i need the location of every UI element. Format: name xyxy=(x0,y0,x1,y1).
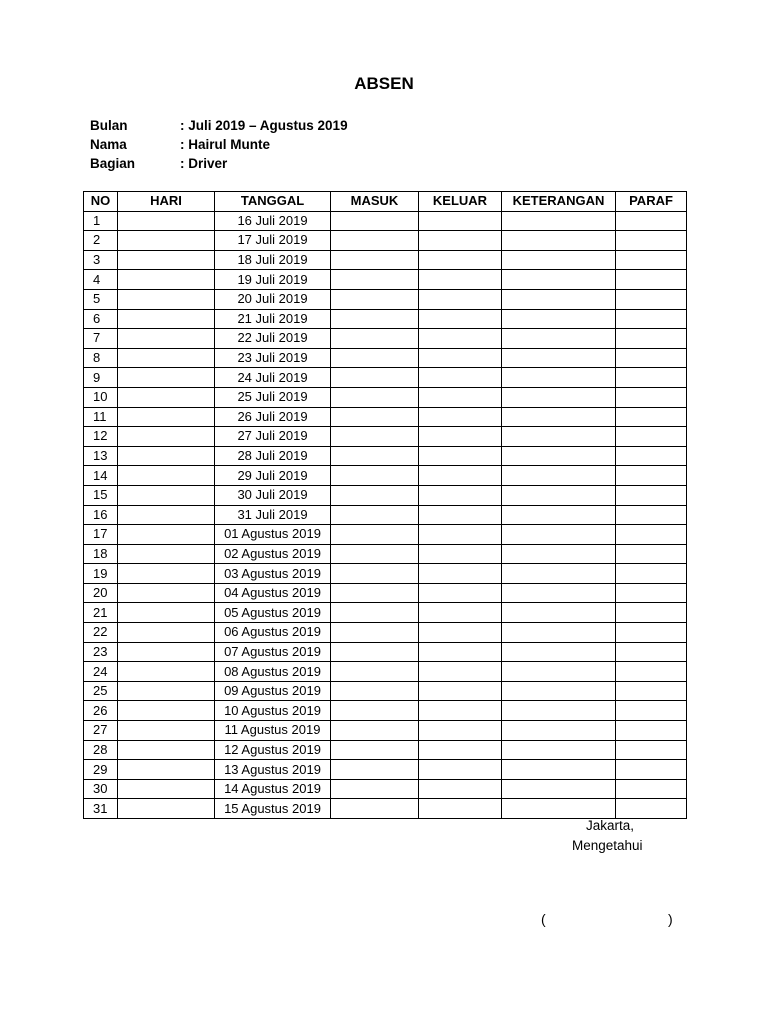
cell-tanggal: 10 Agustus 2019 xyxy=(215,701,331,721)
cell-tanggal: 04 Agustus 2019 xyxy=(215,583,331,603)
cell-keluar xyxy=(419,740,502,760)
cell-no: 16 xyxy=(84,505,118,525)
cell-paraf xyxy=(616,289,687,309)
info-value: : Juli 2019 – Agustus 2019 xyxy=(180,118,348,133)
cell-keluar xyxy=(419,211,502,231)
cell-paraf xyxy=(616,427,687,447)
cell-masuk xyxy=(331,368,419,388)
cell-tanggal: 06 Agustus 2019 xyxy=(215,623,331,643)
cell-no: 22 xyxy=(84,623,118,643)
cell-masuk xyxy=(331,329,419,349)
cell-hari xyxy=(118,387,215,407)
cell-paraf xyxy=(616,583,687,603)
cell-tanggal: 12 Agustus 2019 xyxy=(215,740,331,760)
cell-keterangan xyxy=(502,485,616,505)
cell-keluar xyxy=(419,623,502,643)
table-row xyxy=(84,309,687,329)
cell-no: 30 xyxy=(84,779,118,799)
cell-hari xyxy=(118,721,215,741)
table-row xyxy=(84,721,687,741)
cell-paraf xyxy=(616,250,687,270)
cell-paraf xyxy=(616,329,687,349)
cell-paraf xyxy=(616,721,687,741)
cell-no: 9 xyxy=(84,368,118,388)
cell-keterangan xyxy=(502,779,616,799)
cell-hari xyxy=(118,211,215,231)
info-label: Bulan xyxy=(90,118,128,133)
cell-no: 31 xyxy=(84,799,118,819)
cell-hari xyxy=(118,329,215,349)
table-row xyxy=(84,544,687,564)
cell-hari xyxy=(118,368,215,388)
cell-hari xyxy=(118,466,215,486)
cell-paraf xyxy=(616,701,687,721)
cell-no: 6 xyxy=(84,309,118,329)
info-block xyxy=(90,116,348,173)
cell-no: 4 xyxy=(84,270,118,290)
cell-paraf xyxy=(616,760,687,780)
cell-tanggal: 16 Juli 2019 xyxy=(215,211,331,231)
cell-tanggal: 22 Juli 2019 xyxy=(215,329,331,349)
signature-paren-open: ( xyxy=(541,911,546,927)
cell-tanggal: 24 Juli 2019 xyxy=(215,368,331,388)
cell-keluar xyxy=(419,603,502,623)
table-row xyxy=(84,270,687,290)
table-row xyxy=(84,485,687,505)
info-label: Nama xyxy=(90,137,127,152)
table-row xyxy=(84,779,687,799)
cell-paraf xyxy=(616,544,687,564)
table-row xyxy=(84,760,687,780)
cell-no: 14 xyxy=(84,466,118,486)
info-row-bulan xyxy=(90,116,348,135)
cell-no: 5 xyxy=(84,289,118,309)
cell-paraf xyxy=(616,779,687,799)
cell-masuk xyxy=(331,446,419,466)
cell-paraf xyxy=(616,681,687,701)
cell-keluar xyxy=(419,799,502,819)
signature-city: Jakarta, xyxy=(586,818,635,833)
cell-no: 28 xyxy=(84,740,118,760)
cell-keluar xyxy=(419,662,502,682)
info-row-nama xyxy=(90,135,348,154)
cell-keterangan xyxy=(502,407,616,427)
cell-no: 2 xyxy=(84,231,118,251)
cell-no: 24 xyxy=(84,662,118,682)
cell-paraf xyxy=(616,231,687,251)
table-row xyxy=(84,564,687,584)
cell-paraf xyxy=(616,623,687,643)
cell-masuk xyxy=(331,525,419,545)
cell-keterangan xyxy=(502,603,616,623)
cell-hari xyxy=(118,485,215,505)
cell-keluar xyxy=(419,387,502,407)
header-keterangan: KETERANGAN xyxy=(502,192,616,212)
cell-keterangan xyxy=(502,427,616,447)
info-value: : Driver xyxy=(180,156,228,171)
cell-no: 11 xyxy=(84,407,118,427)
table-row xyxy=(84,505,687,525)
cell-masuk xyxy=(331,505,419,525)
cell-keterangan xyxy=(502,662,616,682)
cell-tanggal: 08 Agustus 2019 xyxy=(215,662,331,682)
cell-no: 13 xyxy=(84,446,118,466)
cell-masuk xyxy=(331,662,419,682)
cell-keluar xyxy=(419,289,502,309)
header-paraf: PARAF xyxy=(616,192,687,212)
cell-hari xyxy=(118,603,215,623)
cell-keterangan xyxy=(502,583,616,603)
table-row xyxy=(84,662,687,682)
cell-tanggal: 02 Agustus 2019 xyxy=(215,544,331,564)
cell-masuk xyxy=(331,701,419,721)
cell-keluar xyxy=(419,446,502,466)
cell-hari xyxy=(118,681,215,701)
cell-masuk xyxy=(331,721,419,741)
table-row xyxy=(84,329,687,349)
cell-masuk xyxy=(331,485,419,505)
cell-tanggal: 27 Juli 2019 xyxy=(215,427,331,447)
cell-tanggal: 11 Agustus 2019 xyxy=(215,721,331,741)
header-keluar: KELUAR xyxy=(419,192,502,212)
cell-keluar xyxy=(419,348,502,368)
cell-keluar xyxy=(419,642,502,662)
table-row xyxy=(84,368,687,388)
info-row-bagian xyxy=(90,154,348,173)
cell-keterangan xyxy=(502,544,616,564)
cell-hari xyxy=(118,348,215,368)
cell-paraf xyxy=(616,603,687,623)
table-body xyxy=(84,211,687,818)
cell-no: 3 xyxy=(84,250,118,270)
cell-paraf xyxy=(616,799,687,819)
cell-hari xyxy=(118,270,215,290)
cell-tanggal: 29 Juli 2019 xyxy=(215,466,331,486)
cell-no: 8 xyxy=(84,348,118,368)
cell-keterangan xyxy=(502,231,616,251)
cell-hari xyxy=(118,309,215,329)
cell-masuk xyxy=(331,779,419,799)
cell-hari xyxy=(118,740,215,760)
cell-keterangan xyxy=(502,309,616,329)
cell-keluar xyxy=(419,779,502,799)
cell-keluar xyxy=(419,270,502,290)
cell-keterangan xyxy=(502,270,616,290)
cell-keluar xyxy=(419,309,502,329)
cell-masuk xyxy=(331,466,419,486)
cell-hari xyxy=(118,525,215,545)
cell-keterangan xyxy=(502,799,616,819)
cell-masuk xyxy=(331,642,419,662)
cell-hari xyxy=(118,427,215,447)
cell-hari xyxy=(118,544,215,564)
cell-hari xyxy=(118,289,215,309)
cell-keluar xyxy=(419,721,502,741)
cell-no: 21 xyxy=(84,603,118,623)
table-row xyxy=(84,387,687,407)
cell-masuk xyxy=(331,583,419,603)
cell-no: 26 xyxy=(84,701,118,721)
table-row xyxy=(84,525,687,545)
cell-keterangan xyxy=(502,368,616,388)
table-row xyxy=(84,603,687,623)
cell-keluar xyxy=(419,368,502,388)
cell-paraf xyxy=(616,505,687,525)
cell-hari xyxy=(118,250,215,270)
cell-hari xyxy=(118,446,215,466)
cell-keluar xyxy=(419,250,502,270)
cell-no: 23 xyxy=(84,642,118,662)
cell-paraf xyxy=(616,407,687,427)
table-row xyxy=(84,446,687,466)
cell-hari xyxy=(118,564,215,584)
cell-tanggal: 25 Juli 2019 xyxy=(215,387,331,407)
cell-keterangan xyxy=(502,623,616,643)
cell-keluar xyxy=(419,681,502,701)
cell-keterangan xyxy=(502,701,616,721)
header-tanggal: TANGGAL xyxy=(215,192,331,212)
cell-keluar xyxy=(419,760,502,780)
cell-no: 27 xyxy=(84,721,118,741)
cell-paraf xyxy=(616,564,687,584)
cell-masuk xyxy=(331,760,419,780)
table-row xyxy=(84,466,687,486)
table-row xyxy=(84,701,687,721)
cell-hari xyxy=(118,779,215,799)
cell-masuk xyxy=(331,211,419,231)
cell-keterangan xyxy=(502,289,616,309)
cell-no: 12 xyxy=(84,427,118,447)
cell-keterangan xyxy=(502,564,616,584)
cell-keluar xyxy=(419,701,502,721)
cell-keterangan xyxy=(502,505,616,525)
table-header-row xyxy=(84,192,687,212)
cell-tanggal: 26 Juli 2019 xyxy=(215,407,331,427)
cell-keterangan xyxy=(502,211,616,231)
cell-keterangan xyxy=(502,387,616,407)
cell-masuk xyxy=(331,681,419,701)
cell-masuk xyxy=(331,231,419,251)
cell-masuk xyxy=(331,289,419,309)
cell-tanggal: 07 Agustus 2019 xyxy=(215,642,331,662)
cell-paraf xyxy=(616,662,687,682)
cell-paraf xyxy=(616,740,687,760)
cell-keluar xyxy=(419,505,502,525)
table-row xyxy=(84,642,687,662)
cell-keterangan xyxy=(502,348,616,368)
cell-paraf xyxy=(616,211,687,231)
cell-hari xyxy=(118,760,215,780)
cell-no: 20 xyxy=(84,583,118,603)
cell-no: 17 xyxy=(84,525,118,545)
cell-masuk xyxy=(331,623,419,643)
cell-tanggal: 21 Juli 2019 xyxy=(215,309,331,329)
cell-no: 18 xyxy=(84,544,118,564)
cell-tanggal: 13 Agustus 2019 xyxy=(215,760,331,780)
cell-tanggal: 17 Juli 2019 xyxy=(215,231,331,251)
header-masuk: MASUK xyxy=(331,192,419,212)
cell-masuk xyxy=(331,407,419,427)
table-row xyxy=(84,231,687,251)
cell-keterangan xyxy=(502,760,616,780)
cell-no: 15 xyxy=(84,485,118,505)
cell-tanggal: 19 Juli 2019 xyxy=(215,270,331,290)
document-title: ABSEN xyxy=(354,74,414,93)
table-row xyxy=(84,250,687,270)
table-row xyxy=(84,740,687,760)
table-row xyxy=(84,289,687,309)
cell-masuk xyxy=(331,564,419,584)
cell-masuk xyxy=(331,740,419,760)
cell-masuk xyxy=(331,544,419,564)
cell-paraf xyxy=(616,387,687,407)
cell-no: 1 xyxy=(84,211,118,231)
cell-tanggal: 01 Agustus 2019 xyxy=(215,525,331,545)
cell-keterangan xyxy=(502,740,616,760)
cell-tanggal: 20 Juli 2019 xyxy=(215,289,331,309)
cell-masuk xyxy=(331,427,419,447)
cell-keterangan xyxy=(502,250,616,270)
cell-paraf xyxy=(616,525,687,545)
cell-no: 29 xyxy=(84,760,118,780)
cell-tanggal: 09 Agustus 2019 xyxy=(215,681,331,701)
cell-masuk xyxy=(331,387,419,407)
table-row xyxy=(84,583,687,603)
info-label: Bagian xyxy=(90,156,136,171)
cell-no: 7 xyxy=(84,329,118,349)
cell-hari xyxy=(118,407,215,427)
cell-paraf xyxy=(616,485,687,505)
cell-tanggal: 30 Juli 2019 xyxy=(215,485,331,505)
cell-masuk xyxy=(331,348,419,368)
cell-hari xyxy=(118,505,215,525)
table-row xyxy=(84,799,687,819)
cell-paraf xyxy=(616,368,687,388)
cell-keluar xyxy=(419,583,502,603)
cell-hari xyxy=(118,662,215,682)
cell-masuk xyxy=(331,799,419,819)
table-row xyxy=(84,348,687,368)
table-row xyxy=(84,623,687,643)
cell-masuk xyxy=(331,309,419,329)
cell-keluar xyxy=(419,485,502,505)
cell-masuk xyxy=(331,270,419,290)
cell-keterangan xyxy=(502,681,616,701)
cell-tanggal: 28 Juli 2019 xyxy=(215,446,331,466)
cell-keterangan xyxy=(502,446,616,466)
cell-tanggal: 15 Agustus 2019 xyxy=(215,799,331,819)
cell-tanggal: 31 Juli 2019 xyxy=(215,505,331,525)
cell-hari xyxy=(118,623,215,643)
cell-keluar xyxy=(419,407,502,427)
signature-paren-close: ) xyxy=(668,911,673,927)
info-value: : Hairul Munte xyxy=(180,137,270,152)
cell-keluar xyxy=(419,525,502,545)
table-row xyxy=(84,681,687,701)
cell-keterangan xyxy=(502,466,616,486)
cell-paraf xyxy=(616,309,687,329)
cell-no: 19 xyxy=(84,564,118,584)
cell-keterangan xyxy=(502,721,616,741)
cell-keterangan xyxy=(502,329,616,349)
signature-acknowledged: Mengetahui xyxy=(572,838,643,853)
cell-keluar xyxy=(419,466,502,486)
cell-tanggal: 05 Agustus 2019 xyxy=(215,603,331,623)
cell-masuk xyxy=(331,250,419,270)
header-hari: HARI xyxy=(118,192,215,212)
cell-paraf xyxy=(616,270,687,290)
table-row xyxy=(84,407,687,427)
cell-keterangan xyxy=(502,642,616,662)
cell-keluar xyxy=(419,544,502,564)
header-no: NO xyxy=(84,192,118,212)
cell-masuk xyxy=(331,603,419,623)
cell-paraf xyxy=(616,348,687,368)
cell-tanggal: 14 Agustus 2019 xyxy=(215,779,331,799)
cell-keluar xyxy=(419,231,502,251)
cell-keluar xyxy=(419,564,502,584)
cell-paraf xyxy=(616,642,687,662)
cell-paraf xyxy=(616,446,687,466)
cell-hari xyxy=(118,642,215,662)
cell-hari xyxy=(118,231,215,251)
cell-keluar xyxy=(419,427,502,447)
cell-hari xyxy=(118,583,215,603)
attendance-table xyxy=(83,191,687,819)
cell-tanggal: 18 Juli 2019 xyxy=(215,250,331,270)
cell-no: 10 xyxy=(84,387,118,407)
cell-paraf xyxy=(616,466,687,486)
cell-tanggal: 03 Agustus 2019 xyxy=(215,564,331,584)
cell-tanggal: 23 Juli 2019 xyxy=(215,348,331,368)
table-row xyxy=(84,427,687,447)
table-row xyxy=(84,211,687,231)
cell-hari xyxy=(118,701,215,721)
cell-hari xyxy=(118,799,215,819)
cell-keluar xyxy=(419,329,502,349)
cell-keterangan xyxy=(502,525,616,545)
cell-no: 25 xyxy=(84,681,118,701)
